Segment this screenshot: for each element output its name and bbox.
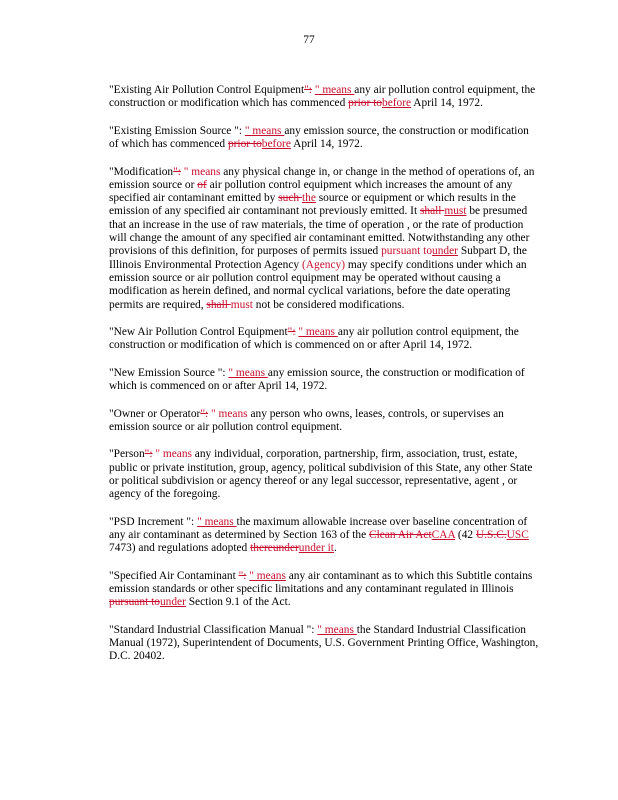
deleted-text: thereunder [250,542,299,555]
text-run: . [333,542,337,555]
text-run: any person who owns, leases, controls, or supervises an emission source or air pollution control equipment. [109,407,504,433]
deleted-text: such [278,192,302,205]
inserted-text: before [261,138,291,151]
text-run: "Person [109,448,145,461]
text-run: air pollution control equipment which increases the amount of any specified air contaminant emitted by [109,178,513,205]
deleted-text: ": [287,326,296,339]
text-run: "Existing Emission Source ": [109,124,245,137]
revised-text: " means [180,165,221,178]
revised-text: " means [152,448,192,461]
text-run: "Modification [109,165,174,178]
text-run: any individual, corporation, partnership, firm, association, trust, estate, public or private institution, group, agency, political subdivision of this State, any other State or political subdivision or agency thereof or any legal successor, representative, agent , or agency of the foregoing. [109,448,533,501]
text-run: "Specified Air Contaminant [109,569,239,582]
text-run: source or equipment or which results in the emission of any specified air contaminant not previously emitted. It [109,192,516,218]
text-run: "New Emission Source ": [109,366,229,379]
inserted-text: " means [249,569,286,582]
text-run: be presumed that an increase in the use of raw materials, the time of operation , or the rate of production will change the amount of any specified air contaminant emitted. Notwithstanding any other provisions of this definition, for purposes of permits issued [109,205,530,258]
deleted-text: Clean Air Act [369,529,432,542]
page-number: 77 [303,34,315,46]
revised-text: must [230,298,253,311]
definition-paragraph [109,84,541,111]
text-run: Section 9.1 of the Act. [185,596,291,609]
deleted-text: of [197,178,207,191]
definitions-body [109,84,541,678]
deleted-text: prior to [227,138,262,151]
text-run: Subpart D, the Illinois Environmental Protection Agency [109,245,527,271]
text-run: April 14, 1972. [411,97,483,110]
inserted-text: the [301,192,316,205]
text-run: may specify conditions under which an emission source or air pollution control equipment may be operated without causing a modification as herein defined, and normal cyclical variations, before the date operating permits are required, [109,258,527,311]
definition-paragraph [109,624,541,664]
text-run: any emission source, the construction or modification of which is commenced on or after April 14, 1972. [109,366,525,393]
inserted-text: " means [244,124,285,137]
deleted-text: U.S.C. [475,529,507,542]
inserted-text: " means [298,326,338,339]
definition-paragraph [109,448,541,501]
text-run: (42 [455,529,476,542]
deleted-text: shall [419,205,445,218]
definition-paragraph [109,408,541,435]
inserted-text: " means [197,515,237,528]
revised-text: " means [208,407,248,420]
definition-paragraph [109,326,541,353]
text-run: "Standard Industrial Classification Manual ": [109,623,318,636]
deleted-text: pursuant to [109,596,160,609]
inserted-text: under [432,245,458,258]
inserted-text: CAA [431,529,456,542]
revised-text: (Agency) [301,258,345,271]
inserted-text: " means [314,84,355,96]
text-run: "New Air Pollution Control Equipment [109,326,288,339]
text-run: 7473) and regulations adopted [109,542,251,555]
revised-text: pursuant to [381,245,433,258]
deleted-text: ": [304,84,312,96]
inserted-text: must [444,205,467,218]
deleted-text: ": [238,569,247,582]
text-run: "Owner or Operator [109,407,201,420]
inserted-text: " means [228,366,268,379]
inserted-text: before [382,97,412,110]
definition-paragraph [109,570,541,610]
text-run: any emission source, the construction or modification of which has commenced [109,124,529,151]
deleted-text: shall [206,298,231,311]
text-run: "PSD Increment ": [109,515,198,528]
deleted-text: ": [173,165,181,178]
definition-paragraph [109,516,541,556]
inserted-text: USC [506,529,529,542]
text-run: any air pollution control equipment, the construction or modification of which is commenced on or after April 14, 1972. [109,326,519,352]
text-run: any air contaminant as to which this Subtitle contains emission standards or other specific limitations and any contaminant regulated in Illinois [109,569,533,596]
text-run: any physical change in, or change in the method of operations of, an emission source or [109,165,535,191]
definition-paragraph [109,166,541,312]
text-run: any air pollution control equipment, the construction or modification which has commenced [109,84,536,110]
deleted-text: ": [144,448,153,461]
deleted-text: prior to [348,97,382,110]
text-run: "Existing Air Pollution Control Equipment [109,84,305,96]
inserted-text: under it [298,542,334,555]
text-run: the Standard Industrial Classification Manual (1972), Superintendent of Documents, U.S. Government Printing Office, Washington, D.C. 20402. [109,623,539,663]
inserted-text: " means [317,623,357,636]
inserted-text: under [159,596,186,609]
text-run: April 14, 1972. [290,138,363,151]
text-run: not be considered modifications. [252,298,405,311]
definition-paragraph [109,125,541,152]
deleted-text: ": [200,407,209,420]
text-run: the maximum allowable increase over baseline concentration of any air contaminant as determined by Section 163 of the [109,515,528,542]
definition-paragraph [109,367,541,394]
